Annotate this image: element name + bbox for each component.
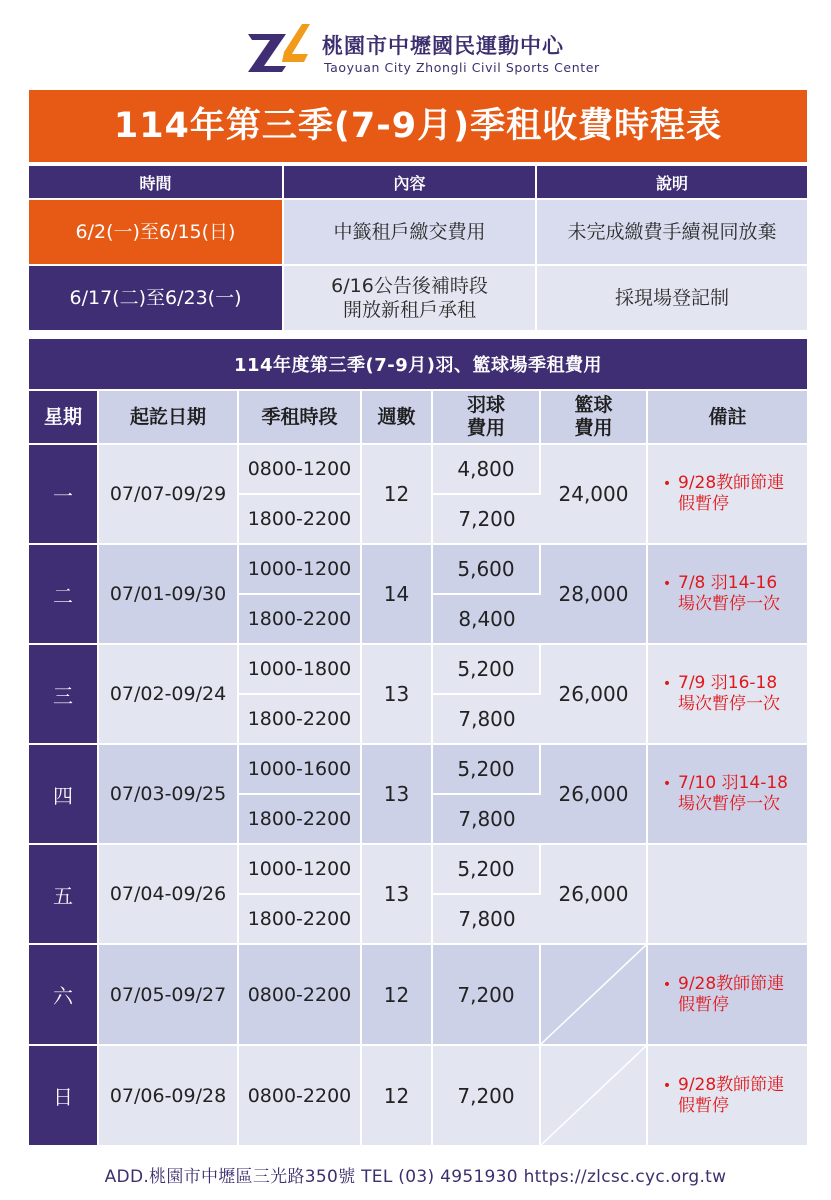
header-slot: 季租時段: [239, 389, 362, 443]
weeks-cell: 12: [362, 1044, 433, 1145]
dates-cell: 07/04-09/26: [99, 843, 239, 943]
footer-contact: ADD.桃園市中壢區三光路350號 TEL (03) 4951930 https://zlcsc.cyc.org.tw: [104, 1167, 727, 1187]
remark-cell: [648, 443, 807, 543]
day-cell: 三: [29, 643, 99, 743]
day-cell: 日: [29, 1044, 99, 1145]
remark-line: 場次暫停一次: [678, 794, 780, 814]
remark-line: 假暫停: [678, 994, 729, 1015]
badminton-fee-cell: 7,800: [433, 793, 541, 843]
fee-row-group: [29, 743, 807, 843]
remark-line: 場次暫停一次: [678, 594, 780, 614]
zl-logo-icon: [246, 22, 312, 74]
slot-cell: 1000-1200: [239, 843, 362, 893]
header-line: 羽球: [466, 394, 505, 416]
badminton-fee-cell: 5,200: [433, 643, 541, 693]
basketball-fee-cell-empty: [541, 1044, 648, 1145]
diagonal-line-icon: [541, 945, 646, 1044]
header-line: 費用: [466, 417, 505, 439]
header-badminton-fee: [433, 389, 541, 443]
schedule-content: [284, 264, 537, 330]
header-note: 說明: [537, 166, 807, 198]
schedule-note: 未完成繳費手續視同放棄: [537, 198, 807, 264]
fee-table-title: 114年度第三季(7-9月)羽、籃球場季租費用: [29, 339, 807, 389]
remark-line: 9/28教師節連: [678, 1074, 785, 1095]
badminton-fee-cell: 5,200: [433, 843, 541, 893]
header-day: 星期: [29, 389, 99, 443]
day-cell: 四: [29, 743, 99, 843]
weeks-cell: 14: [362, 543, 433, 643]
dates-cell: 07/02-09/24: [99, 643, 239, 743]
basketball-fee-cell: 24,000: [541, 443, 648, 543]
header: [0, 0, 831, 88]
dates-cell: 07/03-09/25: [99, 743, 239, 843]
header-dates: 起訖日期: [99, 389, 239, 443]
badminton-fee-cell: 7,200: [433, 493, 541, 543]
bullet-icon: •: [662, 476, 672, 492]
fee-row-group: [29, 543, 807, 643]
basketball-fee-cell: 26,000: [541, 843, 648, 943]
remark-line: 假暫停: [678, 1095, 729, 1116]
fee-table-title-row: [29, 339, 807, 389]
schedule-content-line: 開放新租戶承租: [342, 299, 476, 321]
slot-cell: 1000-1800: [239, 643, 362, 693]
fee-row-group: [29, 843, 807, 943]
court-fee-table: [29, 339, 807, 1145]
slot-cell: 1800-2200: [239, 693, 362, 743]
bullet-icon: •: [662, 976, 672, 993]
page-title: 114年第三季(7-9月)季租收費時程表: [29, 90, 807, 162]
bullet-icon: •: [662, 1077, 672, 1094]
schedule-header-row: [29, 166, 807, 198]
slot-cell: 1000-1600: [239, 743, 362, 793]
basketball-fee-cell: 28,000: [541, 543, 648, 643]
badminton-fee-cell: 7,200: [433, 943, 541, 1044]
fee-row-group: [29, 1044, 807, 1145]
header-line: 費用: [574, 417, 613, 439]
header-time: 時間: [29, 166, 284, 198]
badminton-fee-cell: 4,800: [433, 443, 541, 493]
badminton-fee-cell: 7,200: [433, 1044, 541, 1145]
weeks-cell: 12: [362, 943, 433, 1044]
fee-row-group: [29, 643, 807, 743]
day-cell: 六: [29, 943, 99, 1044]
remark-cell: [648, 643, 807, 743]
day-cell: 五: [29, 843, 99, 943]
remark-line: 場次暫停一次: [678, 694, 780, 714]
table-row: [29, 743, 807, 793]
weeks-cell: 13: [362, 643, 433, 743]
slot-cell: 1800-2200: [239, 593, 362, 643]
dates-cell: 07/06-09/28: [99, 1044, 239, 1145]
remark-cell: [648, 943, 807, 1044]
table-row: [29, 443, 807, 493]
badminton-fee-cell: 7,800: [433, 893, 541, 943]
slot-cell: 1000-1200: [239, 543, 362, 593]
dates-cell: 07/07-09/29: [99, 443, 239, 543]
weeks-cell: 12: [362, 443, 433, 543]
schedule-content-line: 6/16公告後補時段: [331, 275, 488, 297]
schedule-time: 6/2(一)至6/15(日): [29, 198, 284, 264]
bullet-icon: •: [662, 576, 672, 592]
fee-header-row: [29, 389, 807, 443]
fee-row-group: [29, 443, 807, 543]
slot-cell: 0800-2200: [239, 1044, 362, 1145]
dates-cell: 07/05-09/27: [99, 943, 239, 1044]
schedule-time: 6/17(二)至6/23(一): [29, 264, 284, 330]
remark-cell: [648, 1044, 807, 1145]
payment-schedule-table: [29, 166, 807, 330]
remark-cell: [648, 843, 807, 943]
table-row: [29, 543, 807, 593]
remark-cell: [648, 543, 807, 643]
basketball-fee-cell: 26,000: [541, 643, 648, 743]
header-line: 籃球: [574, 394, 613, 416]
remark-line: 7/10 羽14-18: [678, 773, 788, 793]
dates-cell: 07/01-09/30: [99, 543, 239, 643]
schedule-note: 採現場登記制: [537, 264, 807, 330]
weeks-cell: 13: [362, 843, 433, 943]
remark-line: 假暫停: [678, 494, 729, 514]
remark-line: 9/28教師節連: [678, 973, 785, 994]
day-cell: 二: [29, 543, 99, 643]
org-name: 桃園市中壢國民運動中心: [322, 34, 564, 58]
day-cell: 一: [29, 443, 99, 543]
badminton-fee-cell: 7,800: [433, 693, 541, 743]
header-basketball-fee: [541, 389, 648, 443]
bullet-icon: •: [662, 676, 672, 692]
table-row: [29, 943, 807, 1044]
org-name-en: Taoyuan City Zhongli Civil Sports Center: [324, 60, 600, 75]
header-remark: 備註: [648, 389, 807, 443]
basketball-fee-cell-empty: [541, 943, 648, 1044]
badminton-fee-cell: 5,200: [433, 743, 541, 793]
remark-line: 9/28教師節連: [678, 473, 785, 493]
table-row: [29, 1044, 807, 1145]
fee-row-group: [29, 943, 807, 1044]
schedule-row: [29, 198, 807, 264]
slot-cell: 0800-2200: [239, 943, 362, 1044]
diagonal-line-icon: [541, 1046, 646, 1145]
table-row: [29, 843, 807, 893]
remark-cell: [648, 743, 807, 843]
weeks-cell: 13: [362, 743, 433, 843]
header-weeks: 週數: [362, 389, 433, 443]
schedule-content: 中籤租戶繳交費用: [284, 198, 537, 264]
schedule-row: [29, 264, 807, 330]
slot-cell: 1800-2200: [239, 493, 362, 543]
remark-line: 7/8 羽14-16: [678, 573, 778, 593]
slot-cell: 0800-1200: [239, 443, 362, 493]
badminton-fee-cell: 5,600: [433, 543, 541, 593]
badminton-fee-cell: 8,400: [433, 593, 541, 643]
remark-line: 7/9 羽16-18: [678, 673, 778, 693]
header-content: 內容: [284, 166, 537, 198]
bullet-icon: •: [662, 776, 672, 792]
slot-cell: 1800-2200: [239, 793, 362, 843]
table-row: [29, 643, 807, 693]
basketball-fee-cell: 26,000: [541, 743, 648, 843]
slot-cell: 1800-2200: [239, 893, 362, 943]
